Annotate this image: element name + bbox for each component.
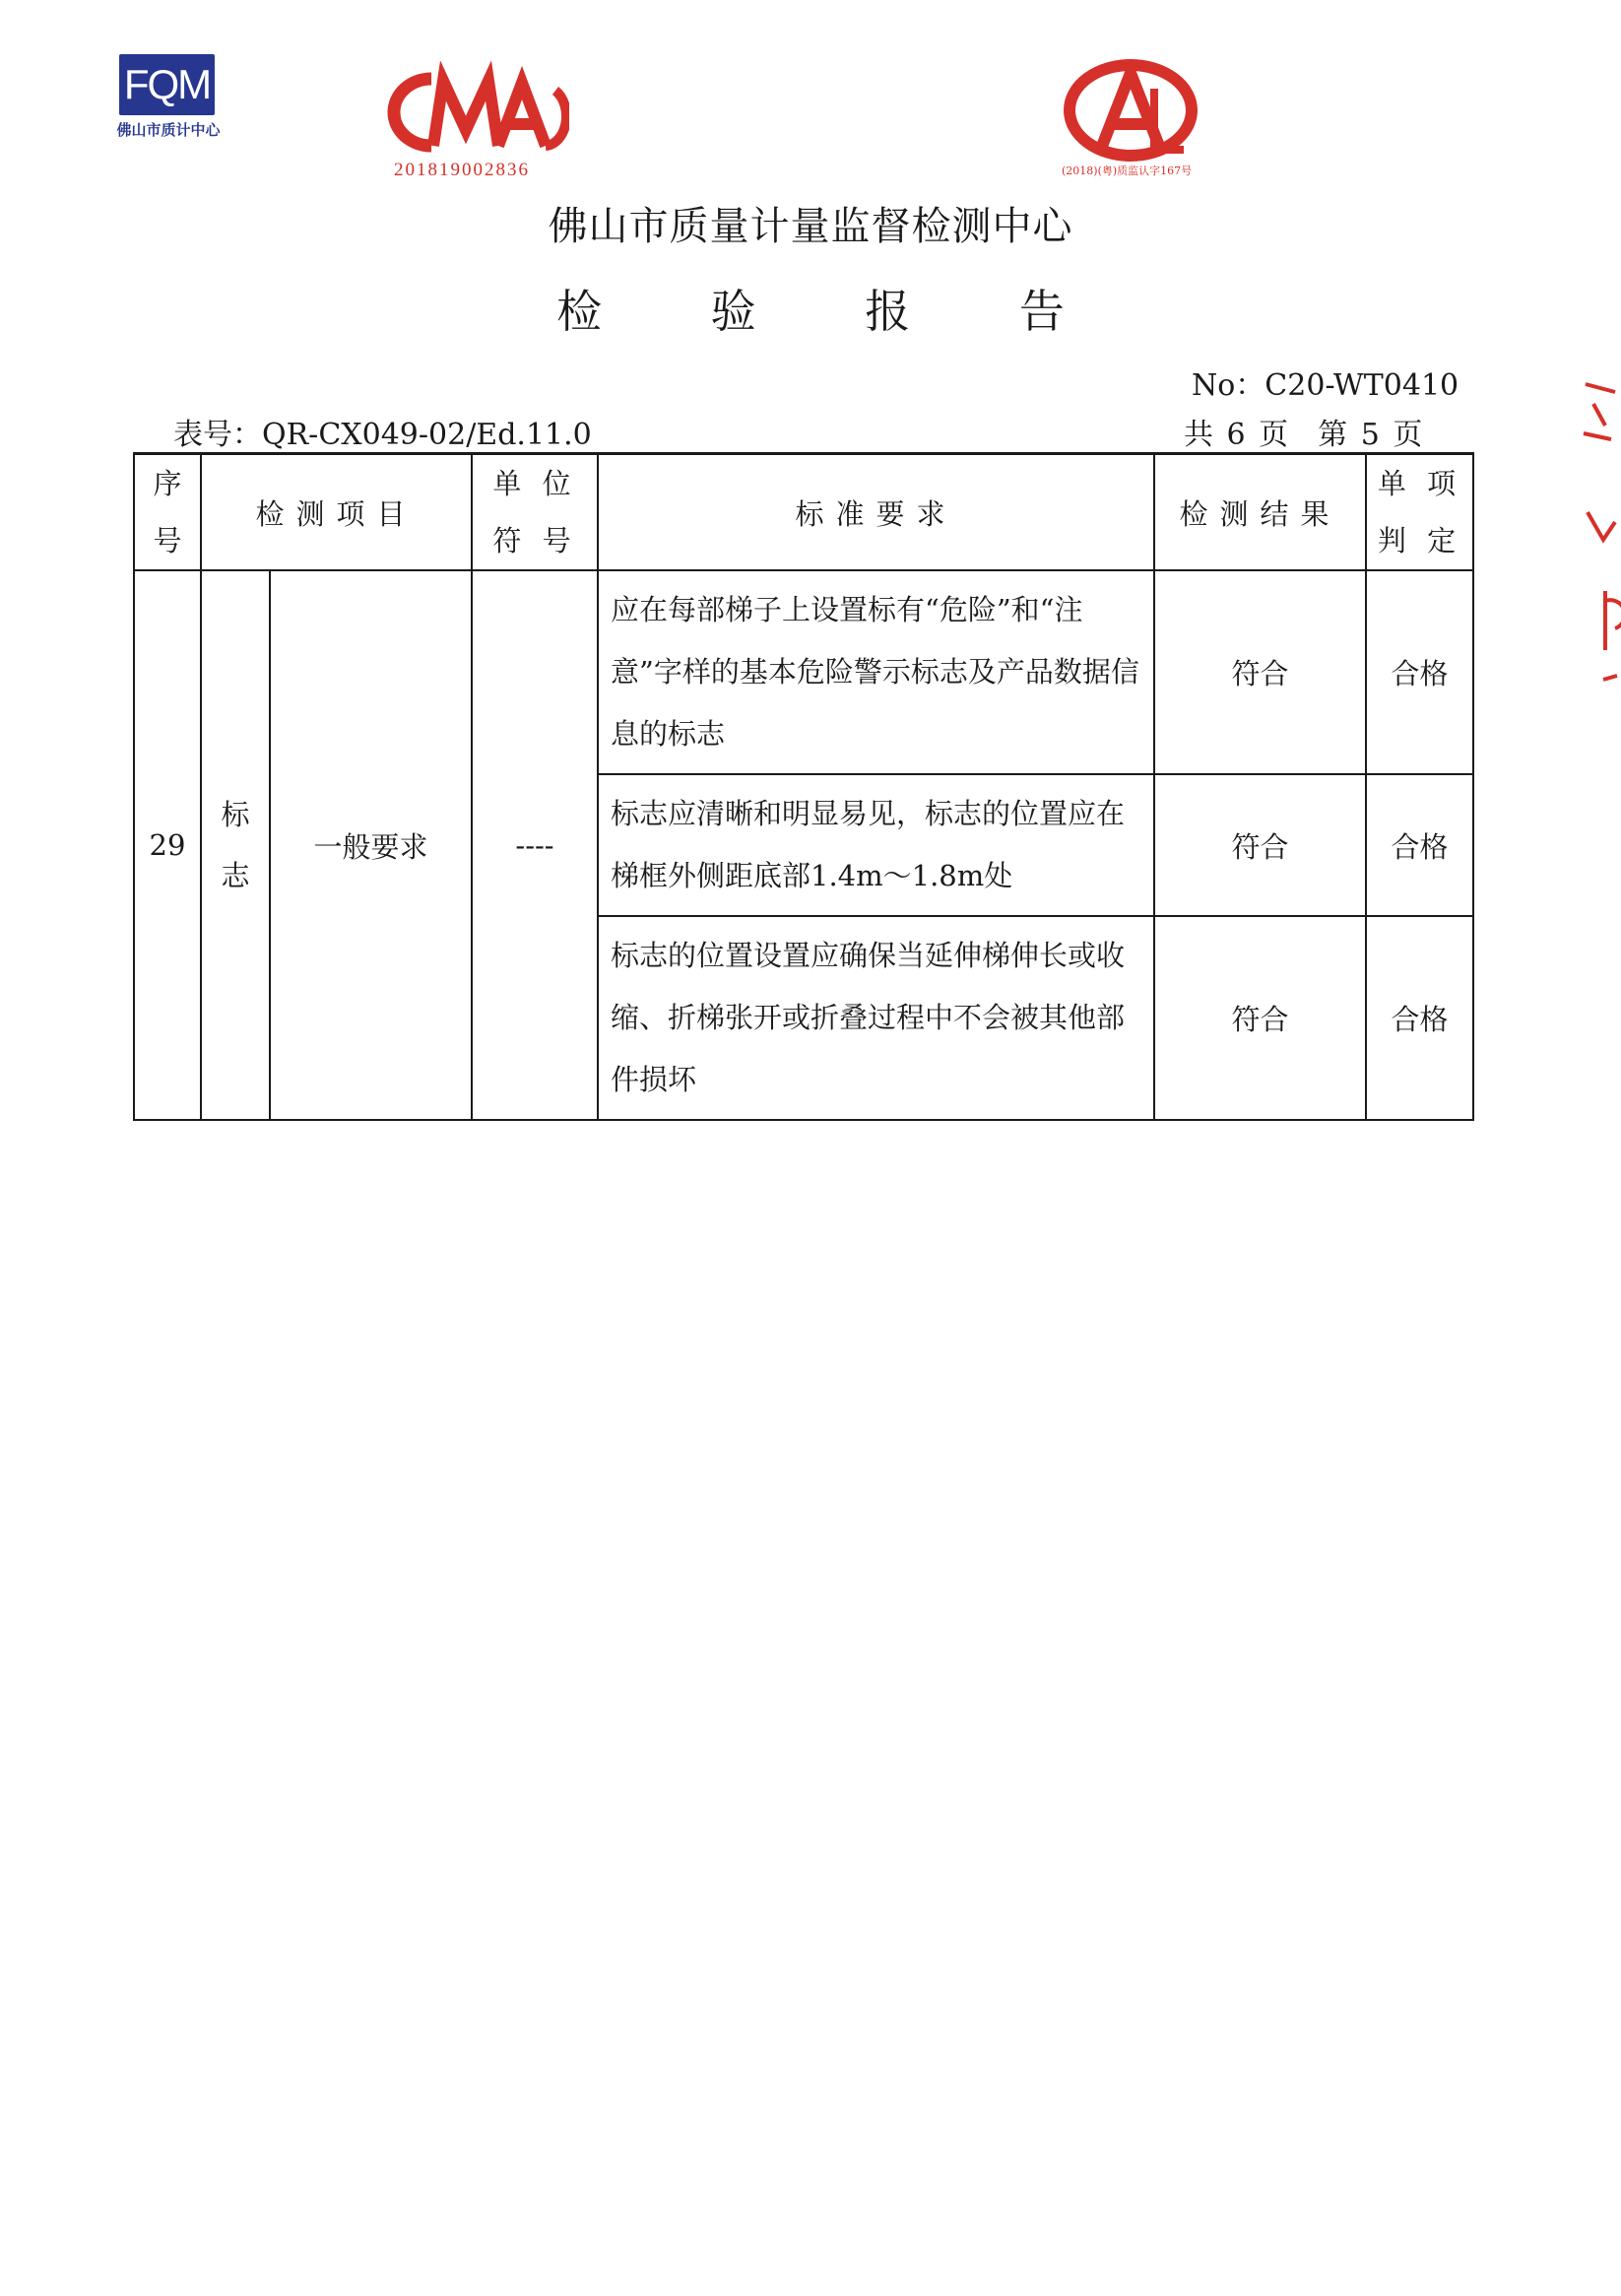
header-unit-line2: 符 号 [492, 524, 577, 558]
header-unit [472, 454, 598, 571]
organization-name: 佛山市质量计量监督检测中心 [548, 204, 1073, 249]
cell-category-line2: 志 [221, 859, 250, 892]
cell-judgement: 合格 [1366, 916, 1473, 1120]
cell-unit: ---- [472, 570, 598, 1120]
cell-judgement: 合格 [1366, 570, 1473, 774]
fqm-logo-caption: 佛山市质计中心 [116, 121, 221, 139]
table-header-row [134, 454, 1473, 571]
cal-certificate-number: (2018)(粤)质监认字167号 [1062, 164, 1193, 177]
cma-logo [372, 61, 569, 189]
header-judgement [1366, 454, 1473, 571]
page-info: 共 6 页 第 5 页 [1184, 418, 1423, 452]
seal-stamp-fragment [1576, 364, 1621, 699]
cell-result: 符合 [1154, 570, 1366, 774]
cell-item: 一般要求 [270, 570, 472, 1120]
header-seq [134, 454, 201, 571]
table-row [134, 570, 1473, 774]
header-judgement-line1: 单 项 [1377, 467, 1462, 500]
fqm-logo [104, 54, 242, 140]
cell-requirement: 应在每部梯子上设置标有“危险”和“注意”字样的基本危险警示标志及产品数据信息的标志 [598, 570, 1154, 774]
cal-logo-mark [1052, 59, 1209, 163]
cma-logo-mark [372, 61, 569, 160]
cell-judgement: 合格 [1366, 774, 1473, 916]
cell-requirement: 标志应清晰和明显易见，标志的位置应在梯框外侧距底部1.4m～1.8m处 [598, 774, 1154, 916]
cell-category-line1: 标 [221, 798, 250, 831]
header-judgement-line2: 判 定 [1377, 524, 1462, 558]
header-item: 检测项目 [201, 454, 472, 571]
header-requirement: 标准要求 [598, 454, 1154, 571]
document-title: 检 验 报 告 [556, 285, 1112, 338]
cell-requirement: 标志的位置设置应确保当延伸梯伸长或收缩、折梯张开或折叠过程中不会被其他部件损坏 [598, 916, 1154, 1120]
cell-category [201, 570, 270, 1120]
header-result: 检测结果 [1154, 454, 1366, 571]
header-seq-line2: 号 [153, 524, 182, 558]
header-seq-line1: 序 [153, 467, 182, 500]
cell-result: 符合 [1154, 916, 1366, 1120]
cell-seq: 29 [134, 570, 201, 1120]
header-unit-line1: 单 位 [492, 467, 577, 500]
form-number: 表号：QR-CX049-02/Ed.11.0 [173, 418, 592, 452]
fqm-logo-mark: FQM [119, 54, 215, 115]
report-number: No：C20-WT0410 [1192, 368, 1459, 403]
cma-certificate-number: 201819002836 [394, 160, 530, 180]
inspection-table [133, 452, 1474, 1121]
cal-logo [1052, 59, 1209, 187]
cell-result: 符合 [1154, 774, 1366, 916]
